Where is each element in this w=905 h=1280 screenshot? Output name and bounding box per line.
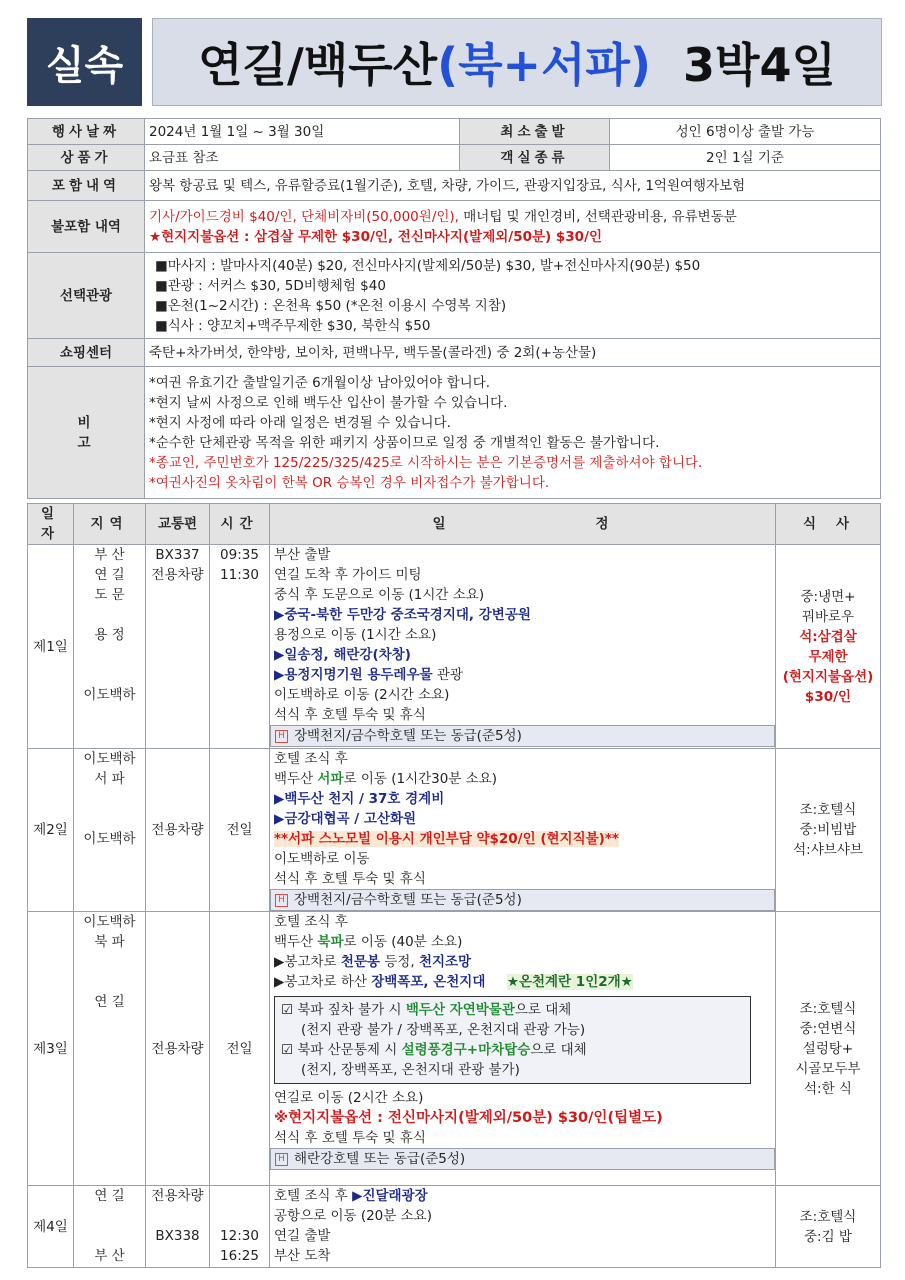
remark: *순수한 단체관광 목적을 위한 패키지 상품이므로 일정 중 개별적인 활동은 불가합니다. (149, 434, 660, 451)
col-region: 지역 (74, 504, 146, 545)
title-route: (북+서파) (437, 38, 651, 92)
optional-item: ■온천(1~2시간) : 온천욕 $50 (*온천 이용시 수영복 지참) (155, 297, 507, 314)
day-transport: BX337 전용차량 (146, 545, 210, 749)
header (27, 18, 880, 106)
day-row (28, 749, 881, 912)
day-label: 제2일 (28, 749, 74, 912)
highlight: ▶백두산 천지 / 37호 경계비 (274, 791, 445, 807)
day-meals: 조:호텔식 중:연변식 설렁탕+ 시골모두부 석:한 식 (776, 912, 881, 1186)
exclude-fees: 기사/가이드경비 $40/인, 단체비자비(50,000원/인), (149, 208, 459, 225)
col-meal: 식사 (776, 504, 881, 545)
highlight: ▶중국-북한 두만강 중조국경지대, 강변공원 (274, 607, 531, 623)
hotel-icon: H (275, 1153, 288, 1166)
day-itinerary: 호텔 조식 후 ▶진달래광장 공항으로 이동 (20분 소요) 연길 출발 부산 도착 (270, 1186, 776, 1268)
day-label: 제4일 (28, 1186, 74, 1268)
hotel-info: H 장백천지/금수학호텔 또는 동급(준5성) (270, 725, 775, 747)
egg-badge: ★온천계란 1인2개★ (506, 974, 633, 990)
shopping-value: 죽탄+차가버섯, 한약방, 보이차, 편백나무, 백두몰(콜라겐) 중 2회(+농산물) (145, 339, 881, 367)
day-times: 12:30 16:25 (210, 1186, 270, 1268)
exclude-option: ★현지지불옵션 : 삼겹살 무제한 $30/인, 전신마사지(발제외/50분) $30/인 (149, 228, 603, 245)
col-transport: 교통편 (146, 504, 210, 545)
col-itinerary: 일정 (270, 504, 776, 545)
category-badge: 실속 (27, 18, 142, 106)
day-transport: 전용차량 (146, 912, 210, 1186)
remark: *현지 날씨 사정으로 인해 백두산 입산이 불가할 수 있습니다. (149, 394, 508, 411)
day-row (28, 545, 881, 749)
day-meals: 조:호텔식 중:김 밥 (776, 1186, 881, 1268)
remark: *현지 사정에 따라 아래 일정은 변경될 수 있습니다. (149, 414, 451, 431)
highlight: ▶일송정, 해란강(차창) (274, 647, 411, 663)
day-regions: 연 길 부 산 (74, 1186, 146, 1268)
title-duration: 3박4일 (683, 38, 836, 92)
room-value: 2인 1실 기준 (610, 145, 881, 171)
hotel-icon: H (275, 894, 288, 907)
col-day: 일자 (28, 504, 74, 545)
page-title (152, 18, 882, 106)
price-label: 상품가 (28, 145, 145, 171)
include-label: 포함내역 (28, 171, 145, 201)
day-transport: 전용차량 BX338 (146, 1186, 210, 1268)
day-times: 전일 (210, 749, 270, 912)
day-regions: 부 산 연 길 도 문 용 정 이도백하 (74, 545, 146, 749)
day-row (28, 1186, 881, 1268)
exclude-rest: 매너팁 및 개인경비, 선택관광비용, 유류변동분 (458, 208, 737, 225)
min-value: 성인 6명이상 출발 가능 (610, 119, 881, 145)
remarks-label: 비 고 (28, 367, 145, 499)
product-info-table (27, 118, 881, 499)
remark: *여권 유효기간 출발일기준 6개월이상 남아있어야 합니다. (149, 374, 491, 391)
highlight: ▶용정지명기원 용두레우물 (274, 667, 433, 683)
room-label: 객실종류 (460, 145, 610, 171)
day-itinerary: 호텔 조식 후 백두산 서파로 이동 (1시간30분 소요) ▶백두산 천지 / 37호 경계비 ▶금강대협곡 / 고산화원 **서파 스노모빌 이용시 개인부담 약$20/인 (현지직불)** 이도백하로 이동 석식 후 호텔 투숙 및 휴식 H 장백천지/금수학호텔 또는 동급(준5성) (270, 749, 776, 912)
include-value: 왕복 항공료 및 텍스, 유류할증료(1월기준), 호텔, 차량, 가이드, 관광지입장료, 식사, 1억원여행자보험 (145, 171, 881, 201)
period-value: 2024년 1월 1일 ~ 3월 30일 (145, 119, 460, 145)
day-meals: 조:호텔식 중:비빔밥 석:샤브샤브 (776, 749, 881, 912)
day-regions: 이도백하 서 파 이도백하 (74, 749, 146, 912)
optional-item: ■관광 : 서커스 $30, 5D비행체험 $40 (155, 277, 386, 294)
day-regions: 이도백하 북 파 연 길 (74, 912, 146, 1186)
day-itinerary: 부산 출발 연길 도착 후 가이드 미팅 중식 후 도문으로 이동 (1시간 소요) ▶중국-북한 두만강 중조국경지대, 강변공원 용정으로 이동 (1시간 소요) ▶일송정, 해란강(차창) ▶용정지명기원 용두레우물 관광 이도백하로 이동 (2시간 소요) 석식 후 호텔 투숙 및 휴식 H 장백천지/금수학호텔 또는 동급(준5성) (270, 545, 776, 749)
highlight: ▶금강대협곡 / 고산화원 (274, 811, 417, 827)
massage-option: ※현지지불옵션 : 전신마사지(발제외/50분) $30/인(팁별도) (274, 1110, 663, 1126)
hotel-info: H 장백천지/금수학호텔 또는 동급(준5성) (270, 889, 775, 911)
min-label: 최소출발 (460, 119, 610, 145)
remark-warning: *여권사진의 옷차림이 한복 OR 승복인 경우 비자접수가 불가합니다. (149, 474, 550, 491)
hotel-info: H 해란강호텔 또는 동급(준5성) (270, 1148, 775, 1170)
remark-warning: *종교인, 주민번호가 125/225/325/425로 시작하시는 분은 기본증명서를 제출하셔야 합니다. (149, 454, 703, 471)
day-transport: 전용차량 (146, 749, 210, 912)
day-times: 09:35 11:30 (210, 545, 270, 749)
day-meals: 중:냉면+ 꿔바로우 석:삼겹살 무제한 (현지지불옵션) $30/인 (776, 545, 881, 749)
col-time: 시간 (210, 504, 270, 545)
alternative-box: ☑ 북파 짚차 불가 시 백두산 자연박물관으로 대체 (천지 관광 불가 / 장백폭포, 온천지대 관광 가능) ☑ 북파 산문통제 시 설령풍경구+마차탑승으로 대체 (천지, 장백폭포, 온천지대 관광 불가) (274, 996, 751, 1084)
day-label: 제1일 (28, 545, 74, 749)
optional-item: ■식사 : 양꼬치+맥주무제한 $30, 북한식 $50 (155, 317, 431, 334)
period-label: 행사날짜 (28, 119, 145, 145)
day-label: 제3일 (28, 912, 74, 1186)
day-times: 전일 (210, 912, 270, 1186)
optional-label: 선택관광 (28, 253, 145, 339)
optional-item: ■마사지 : 발마사지(40분) $20, 전신마사지(발제외/50분) $30, 발+전신마사지(90분) $50 (155, 257, 701, 274)
day-row (28, 912, 881, 1186)
itinerary-table (27, 503, 881, 1268)
snowmobile-note: **서파 스노모빌 이용시 개인부담 약$20/인 (현지직불)** (274, 831, 619, 847)
shopping-label: 쇼핑센터 (28, 339, 145, 367)
title-main: 연길/백두산 (198, 38, 438, 92)
hotel-icon: H (275, 730, 288, 743)
exclude-label: 불포함 내역 (28, 201, 145, 253)
remarks-list (145, 367, 881, 499)
optional-list (145, 253, 881, 339)
price-value: 요금표 참조 (145, 145, 460, 171)
exclude-value (145, 201, 881, 253)
day-itinerary: 호텔 조식 후 백두산 북파로 이동 (40분 소요) ▶봉고차로 천문봉 등정, 천지조망 ▶봉고차로 하산 장백폭포, 온천지대 ★온천계란 1인2개★ ☑ 북파 짚차 불가 시 백두산 자연박물관으로 대체 (천지 관광 불가 / 장백폭포, 온천지대 관광 가능) ☑ 북파 산문통제 시 설령풍경구+마차탑승으로 대체 (천지, 장백폭포, 온천지대 관광 불가) 연길로 이동 (2시간 소요) ※현지지불옵션 : 전신마사지(발제외/50분) $30/인(팁별도) 석식 후 호텔 투숙 및 휴식 H 해란강호텔 또는 동급(준5성) (270, 912, 776, 1186)
